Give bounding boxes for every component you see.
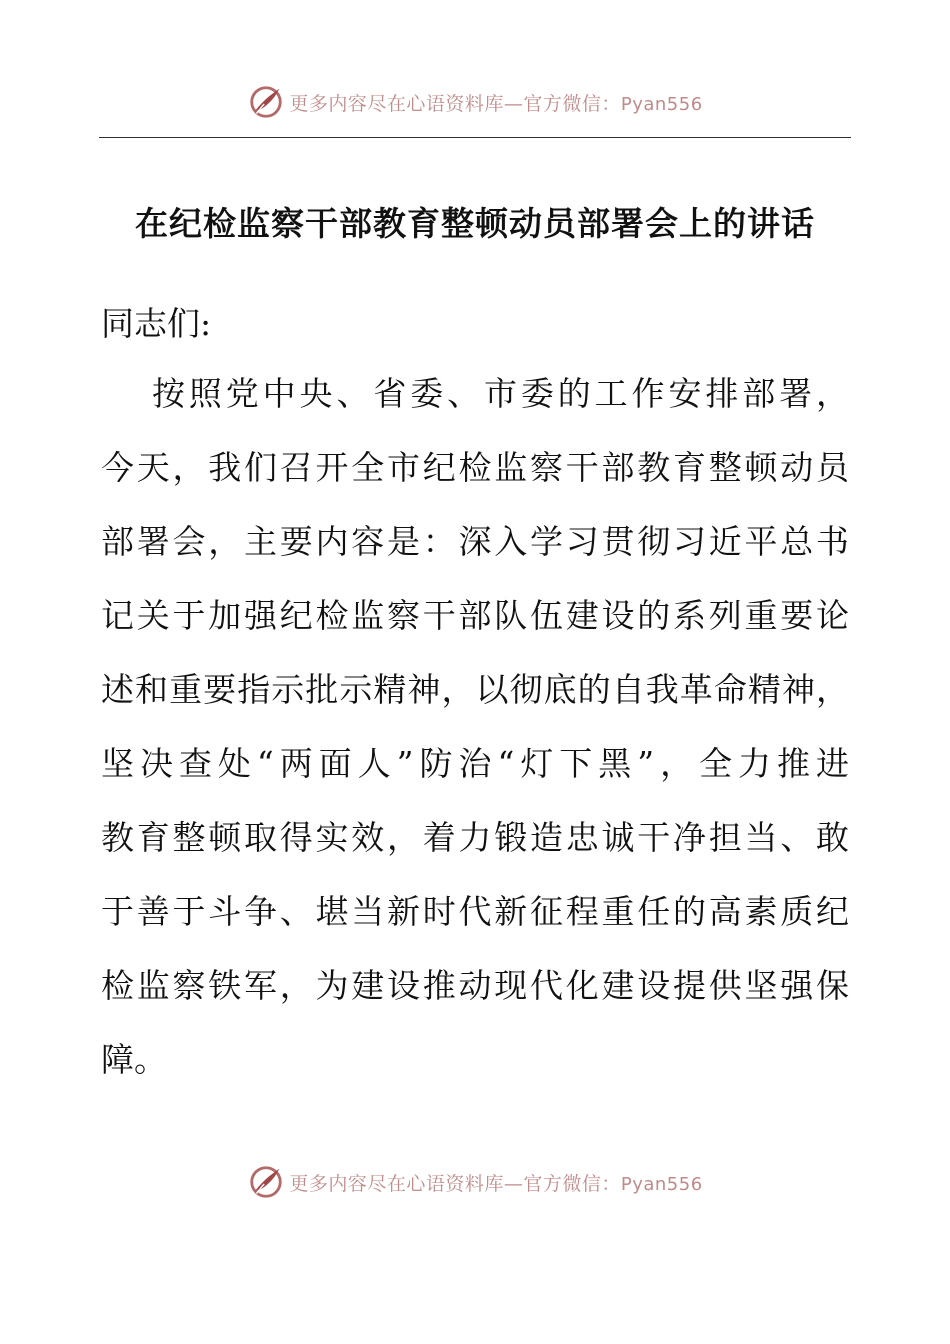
paragraph-line: 按照党中央、省委、市委的工作安排部署， — [152, 374, 849, 413]
paragraph-line: 今天，我们召开全市纪检监察干部教育整顿动员 — [101, 448, 849, 487]
paragraph-line: 于善于斗争、堪当新时代新征程重任的高素质纪 — [101, 892, 849, 931]
quill-logo-icon — [247, 1163, 285, 1201]
header-rule — [99, 137, 851, 138]
paragraph-line: 坚决查处“两面人”防治“灯下黑”，全力推进 — [101, 744, 849, 783]
document-title: 在纪检监察干部教育整顿动员部署会上的讲话 — [135, 204, 815, 243]
paragraph-line: 检监察铁军，为建设推动现代化建设提供坚强保 — [101, 966, 849, 1005]
paragraph-line: 障。 — [101, 1040, 167, 1079]
watermark-text: 更多内容尽在心语资料库—官方微信：Pyan556 — [289, 1172, 703, 1195]
header-watermark — [0, 82, 950, 122]
paragraph-line: 记关于加强纪检监察干部队伍建设的系列重要论 — [101, 596, 849, 635]
footer-watermark — [0, 1162, 950, 1202]
salutation: 同志们: — [101, 304, 212, 343]
paragraph-line: 部署会，主要内容是：深入学习贯彻习近平总书 — [101, 522, 849, 561]
paragraph-line: 教育整顿取得实效，着力锻造忠诚干净担当、敢 — [101, 818, 849, 857]
watermark-text: 更多内容尽在心语资料库—官方微信：Pyan556 — [289, 92, 703, 115]
paragraph-line: 述和重要指示批示精神，以彻底的自我革命精神， — [101, 670, 849, 709]
quill-logo-icon — [247, 83, 285, 121]
